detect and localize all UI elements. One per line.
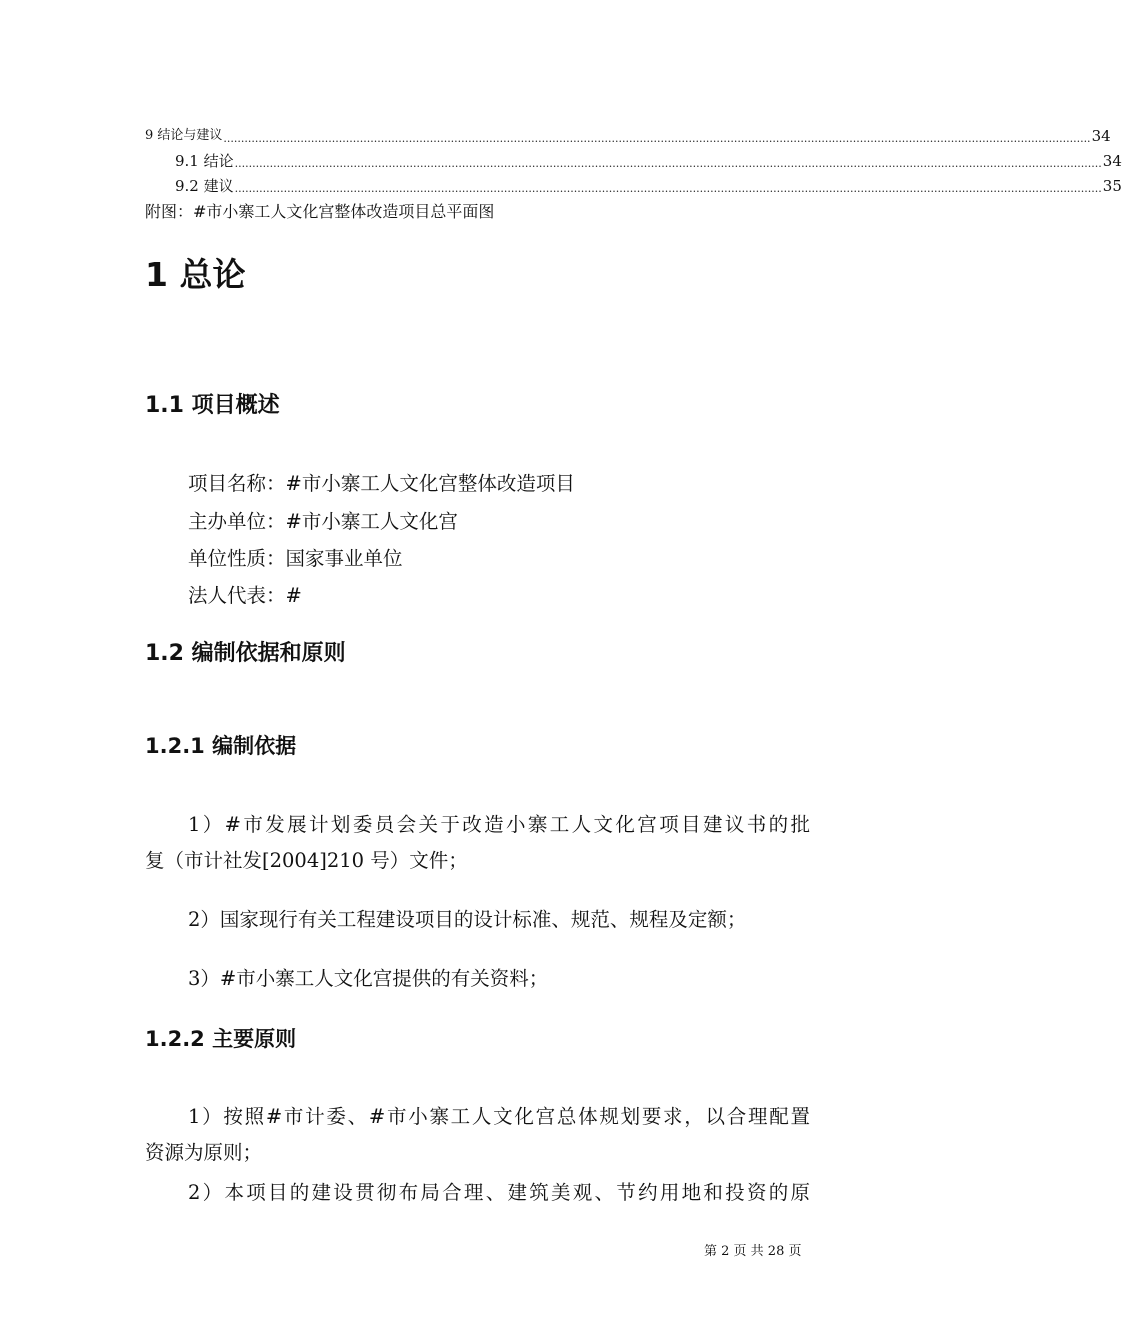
toc-leader-dots: ........................................................................................................................................................................................................................................................ bbox=[223, 132, 1091, 145]
legal-rep-line: 法人代表：# bbox=[188, 584, 302, 607]
toc-leader-dots: ........................................................................................................................................................................................................................................................ bbox=[234, 182, 1102, 195]
project-name-line: 项目名称：#市小寨工人文化宫整体改造项目 bbox=[188, 472, 575, 495]
section-heading-1-1: 1.1 项目概述 bbox=[145, 393, 280, 418]
toc-entry-title: 9.2 建议 bbox=[175, 177, 234, 195]
toc-appendix: 附图：#市小寨工人文化宫整体改造项目总平面图 bbox=[145, 202, 495, 221]
basis-paragraph-1-line-2: 复（市计社发[2004]210 号）文件； bbox=[145, 849, 468, 872]
toc-entry[interactable] bbox=[145, 126, 1111, 146]
toc-entry-page: 34 bbox=[1091, 127, 1111, 145]
page-number: 第 2 页 共 28 页 bbox=[704, 1244, 802, 1259]
toc-entry-page: 34 bbox=[1102, 152, 1122, 170]
principle-paragraph-1-line-2: 资源为原则； bbox=[145, 1141, 263, 1164]
principle-paragraph-1-line-1: 1）按照#市计委、#市小寨工人文化宫总体规划要求，以合理配置 bbox=[188, 1105, 810, 1128]
toc-entry-title: 9.1 结论 bbox=[175, 152, 234, 170]
toc-leader-dots: ........................................................................................................................................................................................................................................................ bbox=[234, 157, 1102, 170]
toc-entry-title: 9 结论与建议 bbox=[145, 128, 223, 143]
section-heading-1-2-1: 1.2.1 编制依据 bbox=[145, 734, 297, 758]
chapter-title: 1 总论 bbox=[145, 255, 246, 294]
basis-paragraph-2: 2）国家现行有关工程建设项目的设计标准、规范、规程及定额； bbox=[188, 908, 747, 931]
section-heading-1-2-2: 1.2.2 主要原则 bbox=[145, 1027, 297, 1051]
toc-entry[interactable] bbox=[175, 176, 1122, 196]
toc-entry-page: 35 bbox=[1102, 177, 1122, 195]
principle-paragraph-2-line-1: 2）本项目的建设贯彻布局合理、建筑美观、节约用地和投资的原 bbox=[188, 1181, 810, 1204]
unit-nature-line: 单位性质：国家事业单位 bbox=[188, 547, 403, 570]
basis-paragraph-3: 3）#市小寨工人文化宫提供的有关资料； bbox=[188, 967, 549, 990]
host-unit-line: 主办单位：#市小寨工人文化宫 bbox=[188, 510, 458, 533]
basis-paragraph-1-line-1: 1）#市发展计划委员会关于改造小寨工人文化宫项目建议书的批 bbox=[188, 813, 810, 836]
section-heading-1-2: 1.2 编制依据和原则 bbox=[145, 641, 346, 666]
toc-entry[interactable] bbox=[175, 151, 1122, 171]
